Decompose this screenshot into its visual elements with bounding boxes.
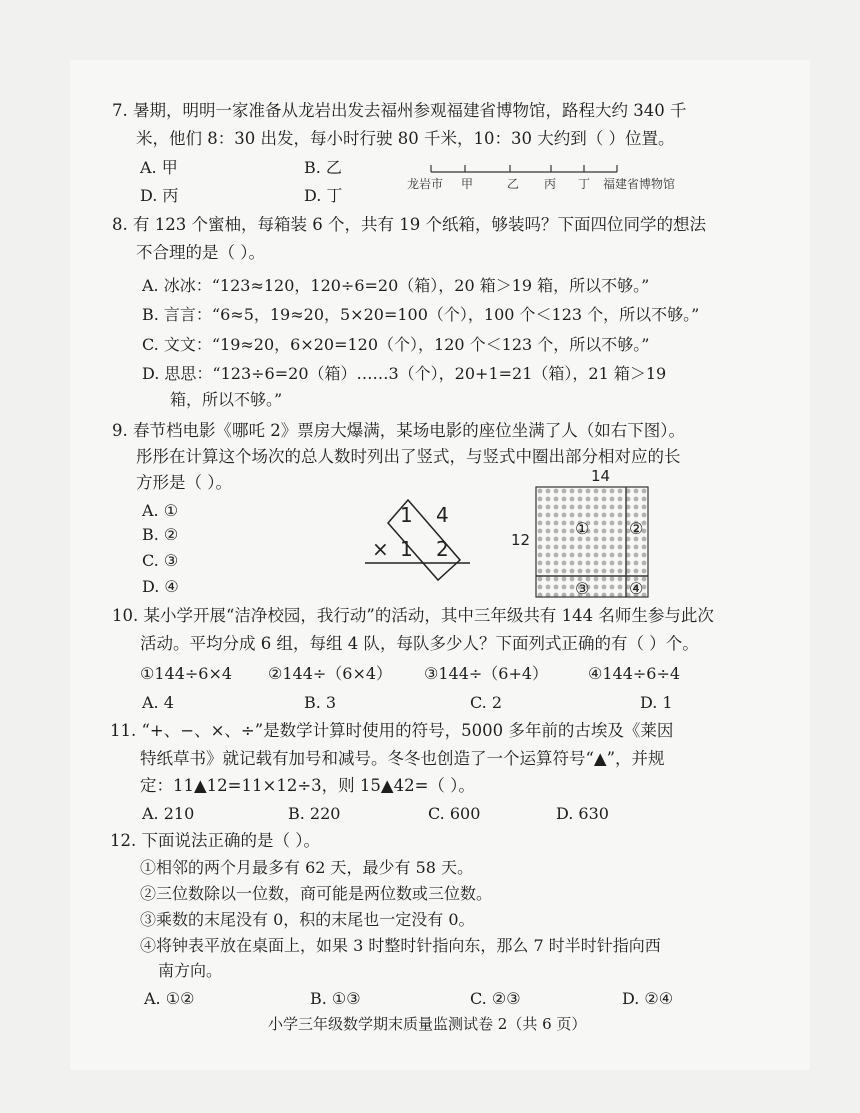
q10-line2: 活动。平均分成 6 组，每组 4 队，每队多少人？下面列式正确的有（ ）个。 [140,634,699,653]
calc-times-sign: × [372,537,389,561]
q12-line1: 12. 下面说法正确的是（ ）。 [110,831,320,850]
q7-option-a: A. 甲 [140,158,178,177]
q7-line2: 米，他们 8：30 出发，每小时行驶 80 千米，10：30 大约到（ ）位置。 [136,129,675,148]
q9-vertical-calculation [360,492,480,582]
region-label-1: ① [575,519,590,538]
q10-expr-4: ④144÷6÷4 [588,664,681,683]
q9-line3: 方形是（ ）。 [136,473,232,492]
circled-partial-product [388,500,460,580]
q8-option-d-line1: D. 思思：“123÷6=20（箱）……3（个），20+1=21（箱），21 箱＞19 [142,364,667,383]
q10-expr-3: ③144÷（6+4） [424,664,549,683]
q10-option-a: A. 4 [142,693,174,712]
q7-route-map [405,160,695,192]
q11-option-d: D. 630 [556,804,609,823]
map-label-jia: 甲 [461,177,474,191]
q8-option-b: B. 言言：“6≈5，19≈20，5×20=100（个），100 个＜123 个，所以不够。” [142,305,700,324]
page-footer: 小学三年级数学期末质量监测试卷 2（共 6 页） [268,1015,587,1033]
q7-line1: 7. 暑期，明明一家准备从龙岩出发去福州参观福建省博物馆，路程大约 340 千 [112,101,687,120]
q12-option-c: C. ②③ [470,989,521,1008]
q9-option-a: A. ① [142,501,179,520]
map-label-ding: 丁 [578,177,591,191]
q8-option-c: C. 文文：“19≈20，6×20=120（个），120 个＜123 个，所以不够。” [142,335,650,354]
q11-option-c: C. 600 [428,804,481,823]
q12-option-a: A. ①② [144,989,195,1008]
q10-option-b: B. 3 [304,693,337,712]
calc-bottom-digit-1: 1 [400,537,413,561]
q9-option-c: C. ③ [142,551,179,570]
q12-option-b: B. ①③ [310,989,361,1008]
q10-option-c: C. 2 [470,693,503,712]
q7-option-d: D. 丁 [304,186,343,205]
q10-option-d: D. 1 [640,693,673,712]
region-label-3: ③ [575,579,590,598]
calc-top-digit-1: 1 [400,503,413,527]
q11-line3: 定：11▲12=11×12÷3，则 15▲42=（ ）。 [140,776,475,795]
calc-top-digit-4: 4 [436,503,449,527]
q9-line1: 9. 春节档电影《哪吒 2》票房大爆满，某场电影的座位坐满了人（如右下图）。 [112,421,685,440]
map-label-museum: 福建省博物馆 [603,177,676,191]
q9-option-d: D. ④ [142,577,179,596]
q12-option-d: D. ②④ [622,989,674,1008]
grid-left-label: 12 [511,531,531,549]
q9-line2: 彤彤在计算这个场次的总人数时列出了竖式，与竖式中圈出部分相对应的长 [136,447,681,466]
region-label-4: ④ [629,579,644,598]
q8-option-a: A. 冰冰：“123≈120，120÷6=20（箱），20 箱＞19 箱，所以不够。” [142,276,650,295]
q7-option-b: B. 乙 [304,158,342,177]
map-label-yi: 乙 [507,177,520,191]
q12-statement-2: ②三位数除以一位数，商可能是两位数或三位数。 [140,884,493,903]
q10-line1: 10. 某小学开展“洁净校园，我行动”的活动，其中三年级共有 144 名师生参与此次 [112,606,714,625]
q11-option-a: A. 210 [142,804,195,823]
q10-expr-2: ②144÷（6×4） [268,664,393,683]
calc-bottom-digit-2: 2 [436,537,449,561]
q8-line1: 8. 有 123 个蜜柚，每箱装 6 个，共有 19 个纸箱，够装吗？下面四位同学的想法 [112,215,706,234]
q10-expr-1: ①144÷6×4 [140,664,233,683]
q7-option-c: D. 丙 [140,186,179,205]
q12-statement-4-line2: 南方向。 [158,961,223,980]
q12-statement-1: ①相邻的两个月最多有 62 天，最少有 58 天。 [140,858,474,877]
q11-line2: 特纸草书》就记载有加号和减号。冬冬也创造了一个运算符号“▲”，并规 [140,749,665,768]
region-label-2: ② [629,519,644,538]
q8-line2: 不合理的是（ ）。 [136,243,265,262]
q9-seat-grid [505,468,685,602]
map-label-longyan: 龙岩市 [407,177,444,191]
map-label-bing: 丙 [544,177,557,191]
q12-statement-3: ③乘数的末尾没有 0，积的末尾也一定没有 0。 [140,910,475,929]
q11-option-b: B. 220 [288,804,341,823]
grid-top-label: 14 [591,468,611,485]
q11-line1: 11. “+、−、×、÷”是数学计算时使用的符号，5000 多年前的古埃及《莱因 [110,721,674,740]
q12-statement-4-line1: ④将钟表平放在桌面上，如果 3 时整时针指向东，那么 7 时半时针指向西 [140,936,661,955]
q9-option-b: B. ② [142,525,179,544]
q8-option-d-line2: 箱，所以不够。” [170,390,283,409]
